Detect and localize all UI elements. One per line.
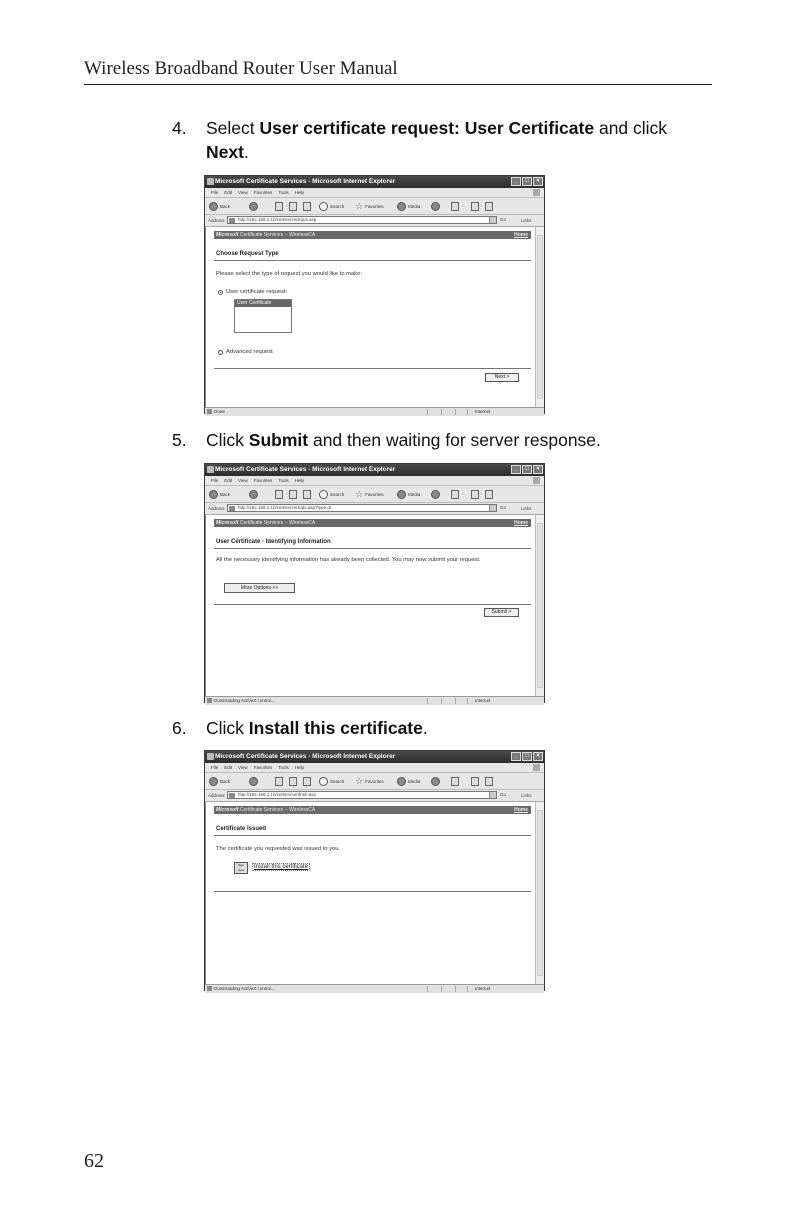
- address-input[interactable]: http://192.168.1.10/certsrv/certfnsh.asp: [227, 791, 497, 799]
- search-button[interactable]: Search: [319, 489, 344, 499]
- menu-file[interactable]: File: [211, 765, 219, 770]
- go-button[interactable]: Go: [500, 217, 507, 222]
- security-zone: Internet: [475, 409, 491, 414]
- home-icon: [303, 490, 311, 499]
- menu-help[interactable]: Help: [294, 478, 305, 483]
- home-icon: [303, 777, 311, 786]
- minimize-icon[interactable]: _: [511, 752, 521, 761]
- links-button[interactable]: Links: [521, 506, 532, 511]
- ie-icon: [207, 466, 214, 473]
- menu-tools[interactable]: Tools: [278, 190, 289, 195]
- history-button[interactable]: [431, 489, 440, 499]
- status-text: Downloading ActiveX control...: [214, 986, 275, 991]
- toolbar: [205, 198, 544, 215]
- ie-icon: [207, 753, 214, 760]
- history-button[interactable]: [431, 776, 440, 786]
- menu-favorites[interactable]: Favorites: [253, 190, 273, 195]
- cert-services-banner: Microsoft Certificate Services -- WirelessCA Home: [214, 519, 531, 527]
- scroll-thumb[interactable]: [537, 810, 543, 976]
- edit-icon: [485, 777, 493, 786]
- home-icon: [303, 202, 311, 211]
- edit-button[interactable]: [485, 201, 493, 211]
- address-input[interactable]: http://192.168.1.10/certsrv/certrqus.asp: [227, 216, 497, 224]
- list-item-selected[interactable]: User Certificate: [235, 300, 291, 307]
- favorites-button[interactable]: ☆ Favorites: [355, 488, 384, 499]
- menu-edit[interactable]: Edit: [224, 765, 233, 770]
- page-icon: [207, 409, 212, 414]
- window-title: Microsoft Certificate Services - Microsoft Internet Explorer: [215, 753, 396, 760]
- refresh-button[interactable]: [289, 776, 297, 786]
- step-emphasis: Submit: [248, 430, 309, 450]
- step-text: Select: [206, 118, 260, 138]
- step-text: Click: [206, 718, 249, 738]
- certificate-icon[interactable]: Sign Here: [234, 862, 248, 874]
- status-bar: [205, 984, 544, 993]
- page-icon: [229, 506, 235, 511]
- mail-button[interactable]: [451, 489, 459, 499]
- step-emphasis: Install this certificate: [248, 718, 423, 738]
- section-title: Choose Request Type: [216, 251, 279, 257]
- mail-icon: [451, 202, 459, 211]
- status-text: Downloading ActiveX control...: [214, 698, 275, 703]
- menu-view[interactable]: View: [238, 765, 248, 770]
- dropdown-icon[interactable]: [489, 217, 496, 223]
- refresh-button[interactable]: [289, 489, 297, 499]
- menu-file[interactable]: File: [211, 478, 219, 483]
- scroll-thumb[interactable]: [537, 523, 543, 688]
- media-button[interactable]: Media: [397, 776, 420, 786]
- step-emphasis: Next: [206, 142, 244, 162]
- menu-help[interactable]: Help: [294, 765, 305, 770]
- step-text: .: [243, 142, 249, 162]
- go-button[interactable]: Go: [500, 505, 507, 510]
- stop-icon: [275, 202, 283, 211]
- refresh-button[interactable]: [289, 201, 297, 211]
- mail-icon: [451, 490, 459, 499]
- advanced-request-radio[interactable]: Advanced request: [218, 349, 273, 355]
- search-icon: [319, 202, 328, 211]
- home-link[interactable]: Home: [514, 807, 528, 813]
- favorites-button[interactable]: ☆ Favorites: [355, 775, 384, 786]
- maximize-icon[interactable]: □: [522, 752, 532, 761]
- home-button[interactable]: [303, 776, 311, 786]
- dropdown-icon[interactable]: [489, 792, 496, 798]
- address-label: Address: [208, 506, 225, 511]
- toolbar: [205, 773, 544, 790]
- ie-icon: [207, 178, 214, 185]
- forward-button[interactable]: [249, 489, 258, 499]
- vertical-scrollbar[interactable]: [535, 227, 544, 407]
- divider: [214, 891, 531, 892]
- windows-flag-icon: [533, 477, 540, 484]
- menu-view[interactable]: View: [238, 478, 248, 483]
- home-link[interactable]: Home: [514, 232, 528, 238]
- prompt-text: Please select the type of request you would like to make:: [216, 271, 362, 277]
- menu-favorites[interactable]: Favorites: [253, 765, 273, 770]
- minimize-icon[interactable]: _: [511, 465, 521, 474]
- menu-bar: [205, 763, 544, 773]
- back-button[interactable]: Back: [209, 489, 230, 499]
- page-icon: [207, 986, 212, 991]
- home-button[interactable]: [303, 201, 311, 211]
- media-icon: [397, 777, 406, 786]
- address-bar: [205, 503, 544, 515]
- install-certificate-link[interactable]: Install this certificate: [254, 864, 309, 870]
- next-button[interactable]: Next >: [485, 373, 519, 382]
- page-icon: [207, 698, 212, 703]
- star-icon: ☆: [355, 488, 364, 499]
- title-bar: [205, 464, 544, 476]
- stop-button[interactable]: [275, 776, 283, 786]
- history-button[interactable]: [431, 201, 440, 211]
- menu-favorites[interactable]: Favorites: [253, 478, 273, 483]
- menu-tools[interactable]: Tools: [278, 765, 289, 770]
- edit-icon: [485, 490, 493, 499]
- go-button[interactable]: Go: [500, 792, 507, 797]
- browser-window-1: [204, 175, 545, 414]
- window-title: Microsoft Certificate Services - Microsoft Internet Explorer: [215, 178, 396, 185]
- edit-button[interactable]: [485, 776, 493, 786]
- address-bar: [205, 790, 544, 802]
- print-button[interactable]: [471, 776, 479, 786]
- address-bar: [205, 215, 544, 227]
- page-header: [84, 56, 712, 85]
- cert-services-banner: Microsoft Certificate Services -- WirelessCA Home: [214, 231, 531, 239]
- title-bar: [205, 751, 544, 763]
- stop-button[interactable]: [275, 489, 283, 499]
- step-text: Click: [206, 430, 249, 450]
- star-icon: ☆: [355, 775, 364, 786]
- menu-file[interactable]: File: [211, 190, 219, 195]
- step-text: and then waiting for server response.: [308, 430, 601, 450]
- links-button[interactable]: Links: [521, 218, 532, 223]
- divider: [214, 368, 531, 369]
- favorites-button[interactable]: ☆ Favorites: [355, 200, 384, 211]
- stop-icon: [275, 490, 283, 499]
- back-icon: [209, 490, 218, 499]
- back-button[interactable]: Back: [209, 776, 230, 786]
- maximize-icon[interactable]: □: [522, 465, 532, 474]
- menu-view[interactable]: View: [238, 190, 248, 195]
- print-icon: [471, 490, 479, 499]
- step-emphasis: User certificate request: User Certificate: [259, 118, 595, 138]
- history-icon: [431, 202, 440, 211]
- menu-edit[interactable]: Edit: [224, 190, 233, 195]
- info-text: All the necessary identifying information has already been collected. You may now submit your request.: [216, 557, 481, 563]
- step-text: and click: [594, 118, 668, 138]
- back-icon: [209, 777, 218, 786]
- forward-button[interactable]: [249, 776, 258, 786]
- print-button[interactable]: [471, 489, 479, 499]
- security-zone: Internet: [475, 698, 491, 703]
- back-icon: [209, 202, 218, 211]
- print-button[interactable]: [471, 201, 479, 211]
- media-icon: [397, 202, 406, 211]
- status-text: Done: [214, 409, 225, 414]
- forward-icon: [249, 202, 258, 211]
- divider: [214, 548, 531, 549]
- print-icon: [471, 777, 479, 786]
- links-button[interactable]: Links: [521, 793, 532, 798]
- media-button[interactable]: Media: [397, 201, 420, 211]
- divider: [214, 835, 531, 836]
- forward-icon: [249, 777, 258, 786]
- search-button[interactable]: Search: [319, 201, 344, 211]
- windows-flag-icon: [533, 764, 540, 771]
- cert-services-banner: Microsoft Certificate Services -- WirelessCA Home: [214, 806, 531, 814]
- maximize-icon[interactable]: □: [522, 177, 532, 186]
- cert-type-listbox[interactable]: [234, 299, 292, 333]
- page-content: [205, 802, 544, 984]
- step-number: 5.: [172, 430, 187, 450]
- divider: [214, 604, 531, 605]
- search-button[interactable]: Search: [319, 776, 344, 786]
- media-button[interactable]: Media: [397, 489, 420, 499]
- close-icon[interactable]: ×: [533, 177, 543, 186]
- dropdown-icon[interactable]: [489, 505, 496, 511]
- edit-icon: [485, 202, 493, 211]
- minimize-icon[interactable]: _: [511, 177, 521, 186]
- refresh-icon: [289, 202, 297, 211]
- radio-selected-icon: [218, 290, 223, 295]
- step-number: 6.: [172, 718, 187, 738]
- star-icon: ☆: [355, 200, 364, 211]
- address-label: Address: [208, 218, 225, 223]
- close-icon[interactable]: ×: [533, 752, 543, 761]
- title-bar: [205, 176, 544, 188]
- forward-button[interactable]: [249, 201, 258, 211]
- media-icon: [397, 490, 406, 499]
- vertical-scrollbar[interactable]: [535, 515, 544, 696]
- home-link[interactable]: Home: [514, 520, 528, 526]
- browser-window-3: [204, 750, 545, 991]
- scroll-thumb[interactable]: [537, 235, 543, 399]
- menu-edit[interactable]: Edit: [224, 478, 233, 483]
- home-button[interactable]: [303, 489, 311, 499]
- forward-icon: [249, 490, 258, 499]
- page-number: 62: [84, 1150, 104, 1172]
- windows-flag-icon: [533, 189, 540, 196]
- manual-title: Wireless Broadband Router User Manual: [84, 58, 398, 79]
- toolbar: [205, 486, 544, 503]
- security-zone: Internet: [475, 986, 491, 991]
- back-button[interactable]: Back: [209, 201, 230, 211]
- stop-button[interactable]: [275, 201, 283, 211]
- status-bar: [205, 407, 544, 416]
- radio-icon: [218, 350, 223, 355]
- menu-bar: [205, 188, 544, 198]
- user-cert-radio[interactable]: User certificate request:: [218, 289, 287, 295]
- close-icon[interactable]: ×: [533, 465, 543, 474]
- search-icon: [319, 490, 328, 499]
- section-title: User Certificate - Identifying Information: [216, 539, 331, 545]
- section-title: Certificate Issued: [216, 826, 267, 832]
- menu-help[interactable]: Help: [294, 190, 305, 195]
- page-content: [205, 227, 544, 407]
- step-text: .: [422, 718, 428, 738]
- status-bar: [205, 696, 544, 705]
- info-text: The certificate you requested was issued to you.: [216, 846, 341, 852]
- step-number: 4.: [172, 118, 187, 138]
- print-icon: [471, 202, 479, 211]
- page-content: [205, 515, 544, 696]
- address-label: Address: [208, 793, 225, 798]
- mail-button[interactable]: [451, 201, 459, 211]
- browser-window-2: [204, 463, 545, 703]
- divider: [214, 260, 531, 261]
- address-input[interactable]: http://192.168.1.10/certsrv/certrqbi.asp?type=0: [227, 504, 497, 512]
- more-options-button[interactable]: More Options >>: [224, 583, 295, 593]
- search-icon: [319, 777, 328, 786]
- history-icon: [431, 777, 440, 786]
- window-title: Microsoft Certificate Services - Microsoft Internet Explorer: [215, 466, 396, 473]
- menu-bar: [205, 476, 544, 486]
- menu-tools[interactable]: Tools: [278, 478, 289, 483]
- refresh-icon: [289, 777, 297, 786]
- submit-button[interactable]: Submit >: [484, 608, 519, 617]
- page-icon: [229, 793, 235, 798]
- refresh-icon: [289, 490, 297, 499]
- mail-button[interactable]: [451, 776, 459, 786]
- page-icon: [229, 218, 235, 223]
- edit-button[interactable]: [485, 489, 493, 499]
- stop-icon: [275, 777, 283, 786]
- mail-icon: [451, 777, 459, 786]
- vertical-scrollbar[interactable]: [535, 802, 544, 984]
- history-icon: [431, 490, 440, 499]
